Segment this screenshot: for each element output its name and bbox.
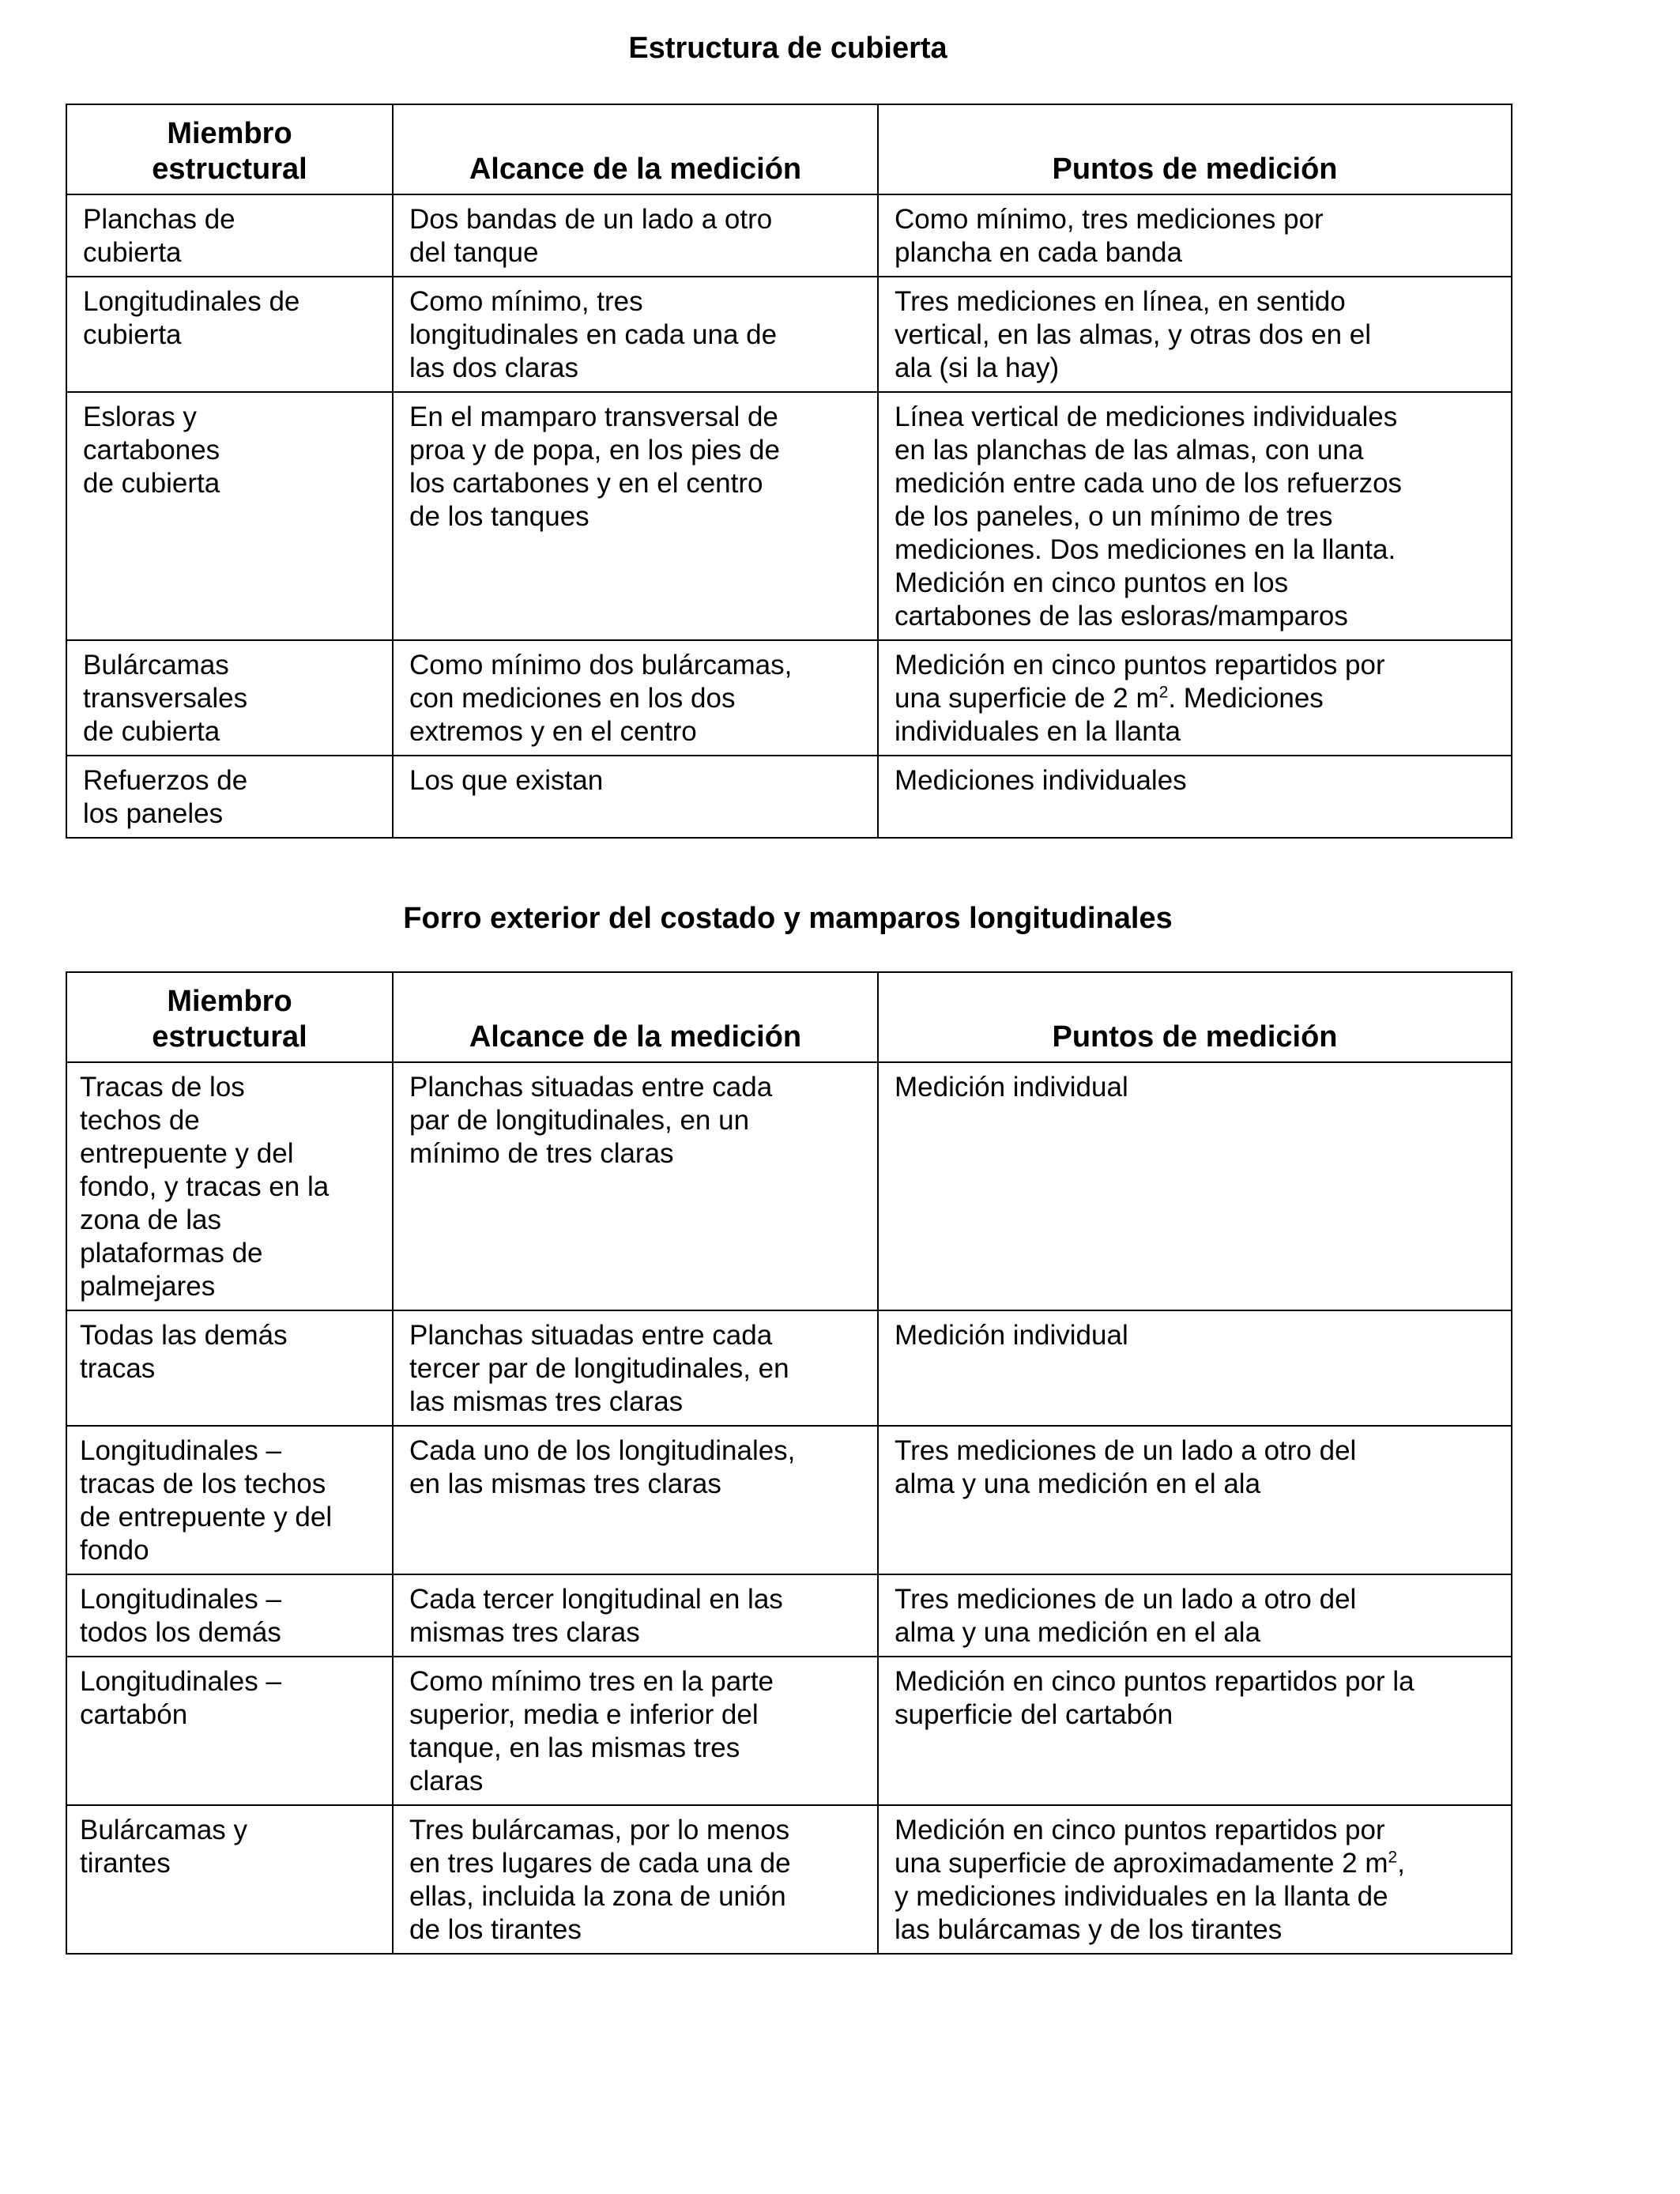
cell-measurement-points: Medición individual: [878, 1062, 1512, 1310]
table-row: [66, 392, 1512, 640]
cell-structural-member: Longitudinales – tracas de los techos de entrepuente y del fondo: [66, 1426, 393, 1574]
cell-text-part: . Mediciones individuales en la llanta: [895, 683, 1324, 747]
section-title-deck-structure: Estructura de cubierta: [628, 32, 947, 65]
table-row: [66, 756, 1512, 838]
table-header-row: [66, 972, 1512, 1062]
cell-measurement-scope: Planchas situadas entre cada tercer par de longitudinales, en las mismas tres claras: [393, 1310, 878, 1426]
cell-measurement-scope: Como mínimo tres en la parte superior, media e inferior del tanque, en las mismas tres claras: [393, 1657, 878, 1805]
cell-measurement-scope: Como mínimo, tres longitudinales en cada una de las dos claras: [393, 277, 878, 392]
cell-text-part: Medición en cinco puntos repartidos por una superficie de 2 m: [895, 650, 1385, 714]
cell-measurement-points: Tres mediciones de un lado a otro del alma y una medición en el ala: [878, 1574, 1512, 1657]
cell-measurement-scope: Como mínimo dos bulárcamas, con mediciones en los dos extremos y en el centro: [393, 640, 878, 756]
table-row: [66, 194, 1512, 277]
cell-measurement-points: [878, 640, 1512, 756]
superscript: 2: [1388, 1848, 1398, 1867]
cell-structural-member: Bulárcamas transversales de cubierta: [66, 640, 393, 756]
cell-measurement-points: Como mínimo, tres mediciones por plancha en cada banda: [878, 194, 1512, 277]
cell-structural-member: Bulárcamas y tirantes: [66, 1805, 393, 1954]
header-structural-member: Miembro estructural: [66, 104, 393, 194]
cell-measurement-points: Tres mediciones en línea, en sentido vertical, en las almas, y otras dos en el ala (si la hay): [878, 277, 1512, 392]
cell-measurement-points: Tres mediciones de un lado a otro del alma y una medición en el ala: [878, 1426, 1512, 1574]
cell-measurement-points: Medición individual: [878, 1310, 1512, 1426]
table-row: [66, 1426, 1512, 1574]
table-row: [66, 1062, 1512, 1310]
cell-structural-member: Refuerzos de los paneles: [66, 756, 393, 838]
table-row: [66, 277, 1512, 392]
cell-text-part: Medición en cinco puntos repartidos por una superficie de aproximadamente 2 m: [895, 1815, 1388, 1879]
cell-structural-member: Todas las demás tracas: [66, 1310, 393, 1426]
header-measurement-scope: Alcance de la medición: [393, 104, 878, 194]
cell-structural-member: Planchas de cubierta: [66, 194, 393, 277]
cell-measurement-scope: Cada tercer longitudinal en las mismas tres claras: [393, 1574, 878, 1657]
cell-measurement-points: Medición en cinco puntos repartidos por la superficie del cartabón: [878, 1657, 1512, 1805]
cell-measurement-scope: Planchas situadas entre cada par de longitudinales, en un mínimo de tres claras: [393, 1062, 878, 1310]
header-measurement-points: Puntos de medición: [878, 972, 1512, 1062]
header-structural-member: Miembro estructural: [66, 972, 393, 1062]
cell-structural-member: Esloras y cartabones de cubierta: [66, 392, 393, 640]
cell-structural-member: Tracas de los techos de entrepuente y del fondo, y tracas en la zona de las plataformas de palmejares: [66, 1062, 393, 1310]
cell-measurement-scope: Cada uno de los longitudinales, en las mismas tres claras: [393, 1426, 878, 1574]
cell-measurement-points: Mediciones individuales: [878, 756, 1512, 838]
table-row: [66, 1574, 1512, 1657]
header-measurement-scope: Alcance de la medición: [393, 972, 878, 1062]
table-row: [66, 1657, 1512, 1805]
table-side-shell: [66, 971, 1512, 1955]
table-row: [66, 1310, 1512, 1426]
header-measurement-points: Puntos de medición: [878, 104, 1512, 194]
cell-structural-member: Longitudinales – todos los demás: [66, 1574, 393, 1657]
table-row: [66, 1805, 1512, 1954]
cell-measurement-scope: Tres bulárcamas, por lo menos en tres lugares de cada una de ellas, incluida la zona de unión de los tirantes: [393, 1805, 878, 1954]
table-deck-structure: [66, 104, 1512, 839]
table-header-row: [66, 104, 1512, 194]
cell-measurement-scope: En el mamparo transversal de proa y de popa, en los pies de los cartabones y en el centro de los tanques: [393, 392, 878, 640]
cell-structural-member: Longitudinales de cubierta: [66, 277, 393, 392]
cell-structural-member: Longitudinales – cartabón: [66, 1657, 393, 1805]
cell-measurement-points: [878, 1805, 1512, 1954]
superscript: 2: [1158, 683, 1169, 702]
cell-measurement-points: Línea vertical de mediciones individuales en las planchas de las almas, con una medición entre cada uno de los refuerzos de los paneles, o un mínimo de tres mediciones. Dos mediciones en la llanta. Medición en cinco puntos en los cartabones de las esloras/mamparos: [878, 392, 1512, 640]
cell-measurement-scope: Los que existan: [393, 756, 878, 838]
section-title-side-shell: Forro exterior del costado y mamparos longitudinales: [403, 902, 1173, 935]
cell-measurement-scope: Dos bandas de un lado a otro del tanque: [393, 194, 878, 277]
cell-text-part: , y mediciones individuales en la llanta de las bulárcamas y de los tirantes: [895, 1848, 1405, 1945]
table-row: [66, 640, 1512, 756]
